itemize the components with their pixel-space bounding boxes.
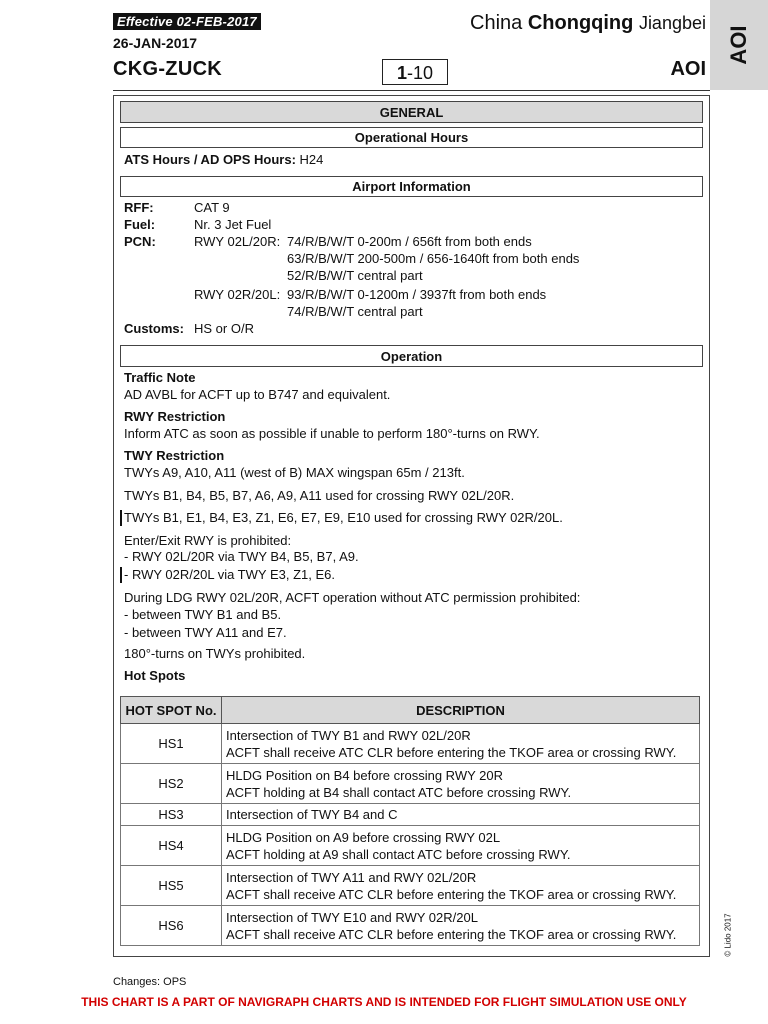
change-bar: [120, 567, 122, 583]
pcn-rwy1-line: 63/R/B/W/T 200-500m / 656-1640ft from both ends: [287, 251, 580, 266]
pcn-rwy2-line: 74/R/B/W/T central part: [287, 304, 423, 319]
twy-restriction-line: TWYs B1, B4, B5, B7, A6, A9, A11 used for crossing RWY 02L/20R.: [124, 488, 515, 503]
description-line: Intersection of TWY A11 and RWY 02L/20R: [226, 869, 477, 885]
twy-restriction-title: TWY Restriction: [124, 448, 225, 463]
table-row: [121, 906, 700, 946]
hot-spots-title: Hot Spots: [124, 668, 186, 683]
hot-spot-id: HS6: [121, 906, 222, 946]
description-line: Intersection of TWY B1 and RWY 02L/20R: [226, 727, 471, 743]
page-number: [382, 59, 448, 85]
hot-spots-table: [120, 696, 700, 946]
operation-heading: Operation: [120, 345, 703, 367]
rff-value: CAT 9: [194, 200, 230, 215]
description-line: Intersection of TWY B4 and C: [226, 807, 398, 822]
pcn-rwy2-label: RWY 02R/20L:: [194, 287, 281, 302]
column-header-description: DESCRIPTION: [222, 697, 700, 724]
description-line: ACFT shall receive ATC CLR before entering the TKOF area or crossing RWY.: [226, 926, 677, 942]
table-row: [121, 764, 700, 804]
pcn-rwy1-line: 52/R/B/W/T central part: [287, 268, 423, 283]
hot-spot-description: [222, 866, 700, 906]
table-row: [121, 804, 700, 826]
airport-location: [470, 12, 706, 35]
hot-spot-id: HS3: [121, 804, 222, 826]
turns-note: 180°-turns on TWYs prohibited.: [124, 646, 306, 661]
change-bar: [120, 510, 122, 526]
description-line: ACFT holding at B4 shall contact ATC before crossing RWY.: [226, 784, 572, 800]
description-line: ACFT shall receive ATC CLR before entering the TKOF area or crossing RWY.: [226, 744, 677, 760]
table-header-row: [121, 697, 700, 724]
description-line: Intersection of TWY E10 and RWY 02R/20L: [226, 909, 478, 925]
city: Chongqing: [527, 12, 634, 34]
changes-note: Changes: OPS: [113, 976, 187, 988]
column-header-hot-spot: HOT SPOT No.: [121, 697, 222, 724]
rff-label: RFF:: [124, 200, 154, 215]
description-line: HLDG Position on A9 before crossing RWY 02L: [226, 829, 501, 845]
section-code: AOI: [670, 58, 706, 80]
fuel-value: Nr. 3 Jet Fuel: [194, 217, 272, 232]
airport-name: Jiangbei: [638, 13, 706, 33]
twy-restriction-line: TWYs B1, E1, B4, E3, Z1, E6, E7, E9, E10 used for crossing RWY 02R/20L.: [124, 510, 563, 525]
hot-spot-id: HS1: [121, 724, 222, 764]
hot-spot-description: [222, 906, 700, 946]
airport-information-heading: Airport Information: [120, 176, 703, 197]
ldg-restriction-title: During LDG RWY 02L/20R, ACFT operation without ATC permission prohibited:: [124, 590, 581, 605]
traffic-note-title: Traffic Note: [124, 370, 196, 385]
customs-value: HS or O/R: [194, 321, 254, 336]
hot-spot-description: [222, 804, 700, 826]
airport-ident: CKG-ZUCK: [113, 58, 223, 80]
hot-spot-description: [222, 826, 700, 866]
twy-restriction-line: TWYs A9, A10, A11 (west of B) MAX wingspan 65m / 213ft.: [124, 465, 465, 480]
hot-spot-description: [222, 724, 700, 764]
enter-exit-item: - RWY 02L/20R via TWY B4, B5, B7, A9.: [124, 549, 359, 564]
hot-spot-description: [222, 764, 700, 804]
copyright-notice: [718, 905, 738, 965]
fuel-label: Fuel:: [124, 217, 156, 232]
ldg-restriction-item: - between TWY B1 and B5.: [124, 607, 282, 622]
header-divider: [113, 90, 710, 91]
page-number-major: 1: [396, 63, 407, 83]
country: China: [470, 12, 523, 34]
enter-exit-title: Enter/Exit RWY is prohibited:: [124, 533, 292, 548]
enter-exit-item: - RWY 02R/20L via TWY E3, Z1, E6.: [124, 567, 335, 582]
pcn-label: PCN:: [124, 234, 156, 249]
section-tab[interactable]: [710, 0, 768, 90]
customs-label: Customs:: [124, 321, 184, 336]
operational-hours-heading: Operational Hours: [120, 127, 703, 148]
copyright-text: © Lido 2017: [723, 913, 733, 957]
table-row: [121, 826, 700, 866]
pcn-rwy2-line: 93/R/B/W/T 0-1200m / 3937ft from both ends: [287, 287, 547, 302]
pcn-rwy1-line: 74/R/B/W/T 0-200m / 656ft from both ends: [287, 234, 532, 249]
description-line: ACFT shall receive ATC CLR before entering the TKOF area or crossing RWY.: [226, 886, 677, 902]
hot-spot-id: HS2: [121, 764, 222, 804]
pcn-rwy1-label: RWY 02L/20R:: [194, 234, 281, 249]
ldg-restriction-item: - between TWY A11 and E7.: [124, 625, 287, 640]
traffic-note-text: AD AVBL for ACFT up to B747 and equivalent.: [124, 387, 391, 402]
table-row: [121, 724, 700, 764]
hot-spot-id: HS5: [121, 866, 222, 906]
rwy-restriction-title: RWY Restriction: [124, 409, 226, 424]
general-heading: GENERAL: [120, 101, 703, 123]
ats-hours-label: ATS Hours / AD OPS Hours:: [124, 152, 296, 167]
ats-hours-value: H24: [299, 152, 324, 167]
description-line: ACFT holding at A9 shall contact ATC before crossing RWY.: [226, 846, 571, 862]
simulation-disclaimer: THIS CHART IS A PART OF NAVIGRAPH CHARTS AND IS INTENDED FOR FLIGHT SIMULATION USE ONLY: [81, 995, 687, 1009]
table-row: [121, 866, 700, 906]
description-line: HLDG Position on B4 before crossing RWY 20R: [226, 767, 503, 783]
page-number-minor: -10: [407, 63, 434, 83]
rwy-restriction-text: Inform ATC as soon as possible if unable to perform 180°-turns on RWY.: [124, 426, 540, 441]
ats-hours-row: [124, 151, 323, 168]
section-tab-label: AOI: [726, 25, 751, 65]
effective-date-badge: Effective 02-FEB-2017: [113, 13, 261, 30]
issue-date: 26-JAN-2017: [113, 35, 198, 51]
hot-spot-id: HS4: [121, 826, 222, 866]
